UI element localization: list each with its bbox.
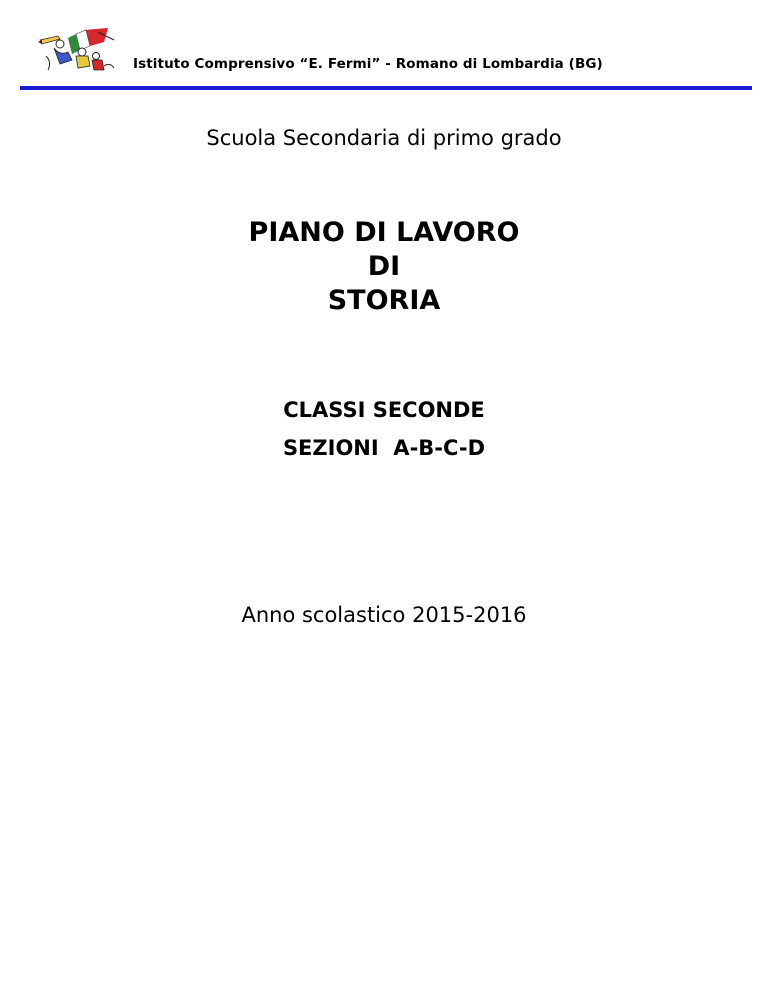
header-divider [20,86,752,90]
document-title [0,216,768,318]
title-line-2: DI [367,251,401,282]
classes-block [0,393,768,465]
school-level: Scuola Secondaria di primo grado [206,126,562,150]
title-line-3: STORIA [327,285,441,316]
classes-line: CLASSI SECONDE [283,398,485,422]
school-year: Anno scolastico 2015-2016 [241,603,527,627]
school-logo-icon [38,26,116,74]
school-name: Istituto Comprensivo “E. Fermi” - Romano di Lombardia (BG) [133,56,603,72]
sections-line: SEZIONI A-B-C-D [282,436,486,460]
document-header [0,0,768,92]
title-line-1: PIANO DI LAVORO [248,217,520,248]
